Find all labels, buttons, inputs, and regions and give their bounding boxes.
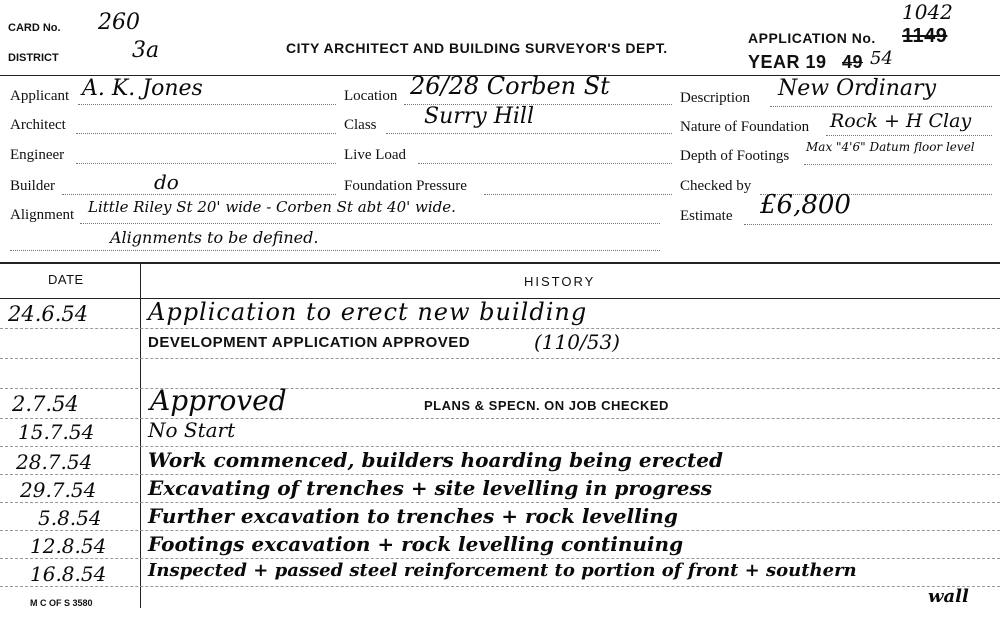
date-header: DATE bbox=[48, 272, 84, 287]
application-value-struck: 1149 bbox=[902, 25, 948, 47]
table-row-date: 29.7.54 bbox=[20, 478, 97, 502]
application-value-new: 1042 bbox=[902, 0, 953, 24]
district-value: 3a bbox=[132, 38, 160, 63]
table-row-date: 24.6.54 bbox=[8, 302, 89, 326]
foundation-pressure-label: Foundation Pressure bbox=[344, 178, 467, 194]
estimate-label: Estimate bbox=[680, 208, 733, 224]
alignment-value-2: Alignments to be defined. bbox=[110, 228, 319, 247]
card-no-label: CARD No. bbox=[8, 22, 61, 34]
estimate-value: £6,800 bbox=[760, 190, 851, 220]
table-row-entry: Approved bbox=[150, 384, 287, 417]
table-row-date: 16.8.54 bbox=[30, 562, 107, 586]
description-label: Description bbox=[680, 90, 750, 106]
plans-checked-stamp: PLANS & SPECN. ON JOB CHECKED bbox=[424, 398, 669, 413]
applicant-label: Applicant bbox=[10, 88, 70, 104]
table-top-border bbox=[0, 262, 1000, 264]
form-code: M C OF S 3580 bbox=[30, 598, 93, 608]
table-row-entry: No Start bbox=[148, 418, 236, 442]
card-no-value: 260 bbox=[98, 10, 140, 35]
checked-by-label: Checked by bbox=[680, 178, 752, 194]
table-row-entry: Further excavation to trenches + rock levelling bbox=[148, 504, 678, 528]
depth-of-footings-label: Depth of Footings bbox=[680, 148, 790, 164]
class-label: Class bbox=[344, 117, 377, 133]
location-label: Location bbox=[344, 88, 398, 104]
nature-of-foundation-value: Rock + H Clay bbox=[830, 110, 972, 132]
alignment-label: Alignment bbox=[10, 207, 75, 223]
description-value: New Ordinary bbox=[778, 76, 936, 101]
nature-of-foundation-label: Nature of Foundation bbox=[680, 119, 810, 135]
date-column-divider bbox=[140, 262, 141, 608]
dept-title: CITY ARCHITECT AND BUILDING SURVEYOR'S DEPT. bbox=[286, 40, 668, 56]
year-value-new: 54 bbox=[870, 48, 893, 69]
table-row-date: 15.7.54 bbox=[18, 420, 95, 444]
district-label: DISTRICT bbox=[8, 52, 59, 64]
table-row-date: 5.8.54 bbox=[38, 506, 102, 530]
builder-value: do bbox=[154, 170, 179, 194]
table-row-entry: Application to erect new building bbox=[148, 298, 588, 326]
application-label: APPLICATION No. bbox=[748, 30, 876, 46]
table-row-entry: Inspected + passed steel reinforcement to portion of front + southern bbox=[148, 560, 857, 581]
table-row-date: 12.8.54 bbox=[30, 534, 107, 558]
depth-of-footings-value: Max "4'6" Datum floor level bbox=[806, 140, 975, 154]
class-value: Surry Hill bbox=[424, 104, 534, 129]
year-value-struck: 49 bbox=[842, 52, 864, 72]
table-row-date: 28.7.54 bbox=[16, 450, 93, 474]
development-approval-number: (110/53) bbox=[534, 330, 620, 354]
history-header: HISTORY bbox=[524, 274, 596, 289]
live-load-label: Live Load bbox=[344, 147, 407, 163]
table-row-entry: Work commenced, builders hoarding being erected bbox=[148, 448, 723, 472]
development-approval-stamp: DEVELOPMENT APPLICATION APPROVED bbox=[148, 334, 471, 351]
table-row-entry: Footings excavation + rock levelling continuing bbox=[148, 532, 684, 556]
engineer-label: Engineer bbox=[10, 147, 65, 163]
table-row-entry-continued: wall bbox=[928, 586, 969, 607]
alignment-value: Little Riley St 20' wide - Corben St abt 40' wide. bbox=[88, 198, 456, 216]
location-value: 26/28 Corben St bbox=[410, 72, 610, 100]
architect-label: Architect bbox=[10, 117, 66, 133]
table-row-entry: Excavating of trenches + site levelling in progress bbox=[148, 476, 713, 500]
builder-label: Builder bbox=[10, 178, 55, 194]
table-row-date: 2.7.54 bbox=[12, 392, 79, 416]
applicant-value: A. K. Jones bbox=[82, 76, 203, 101]
year-label: YEAR 19 bbox=[748, 52, 827, 72]
